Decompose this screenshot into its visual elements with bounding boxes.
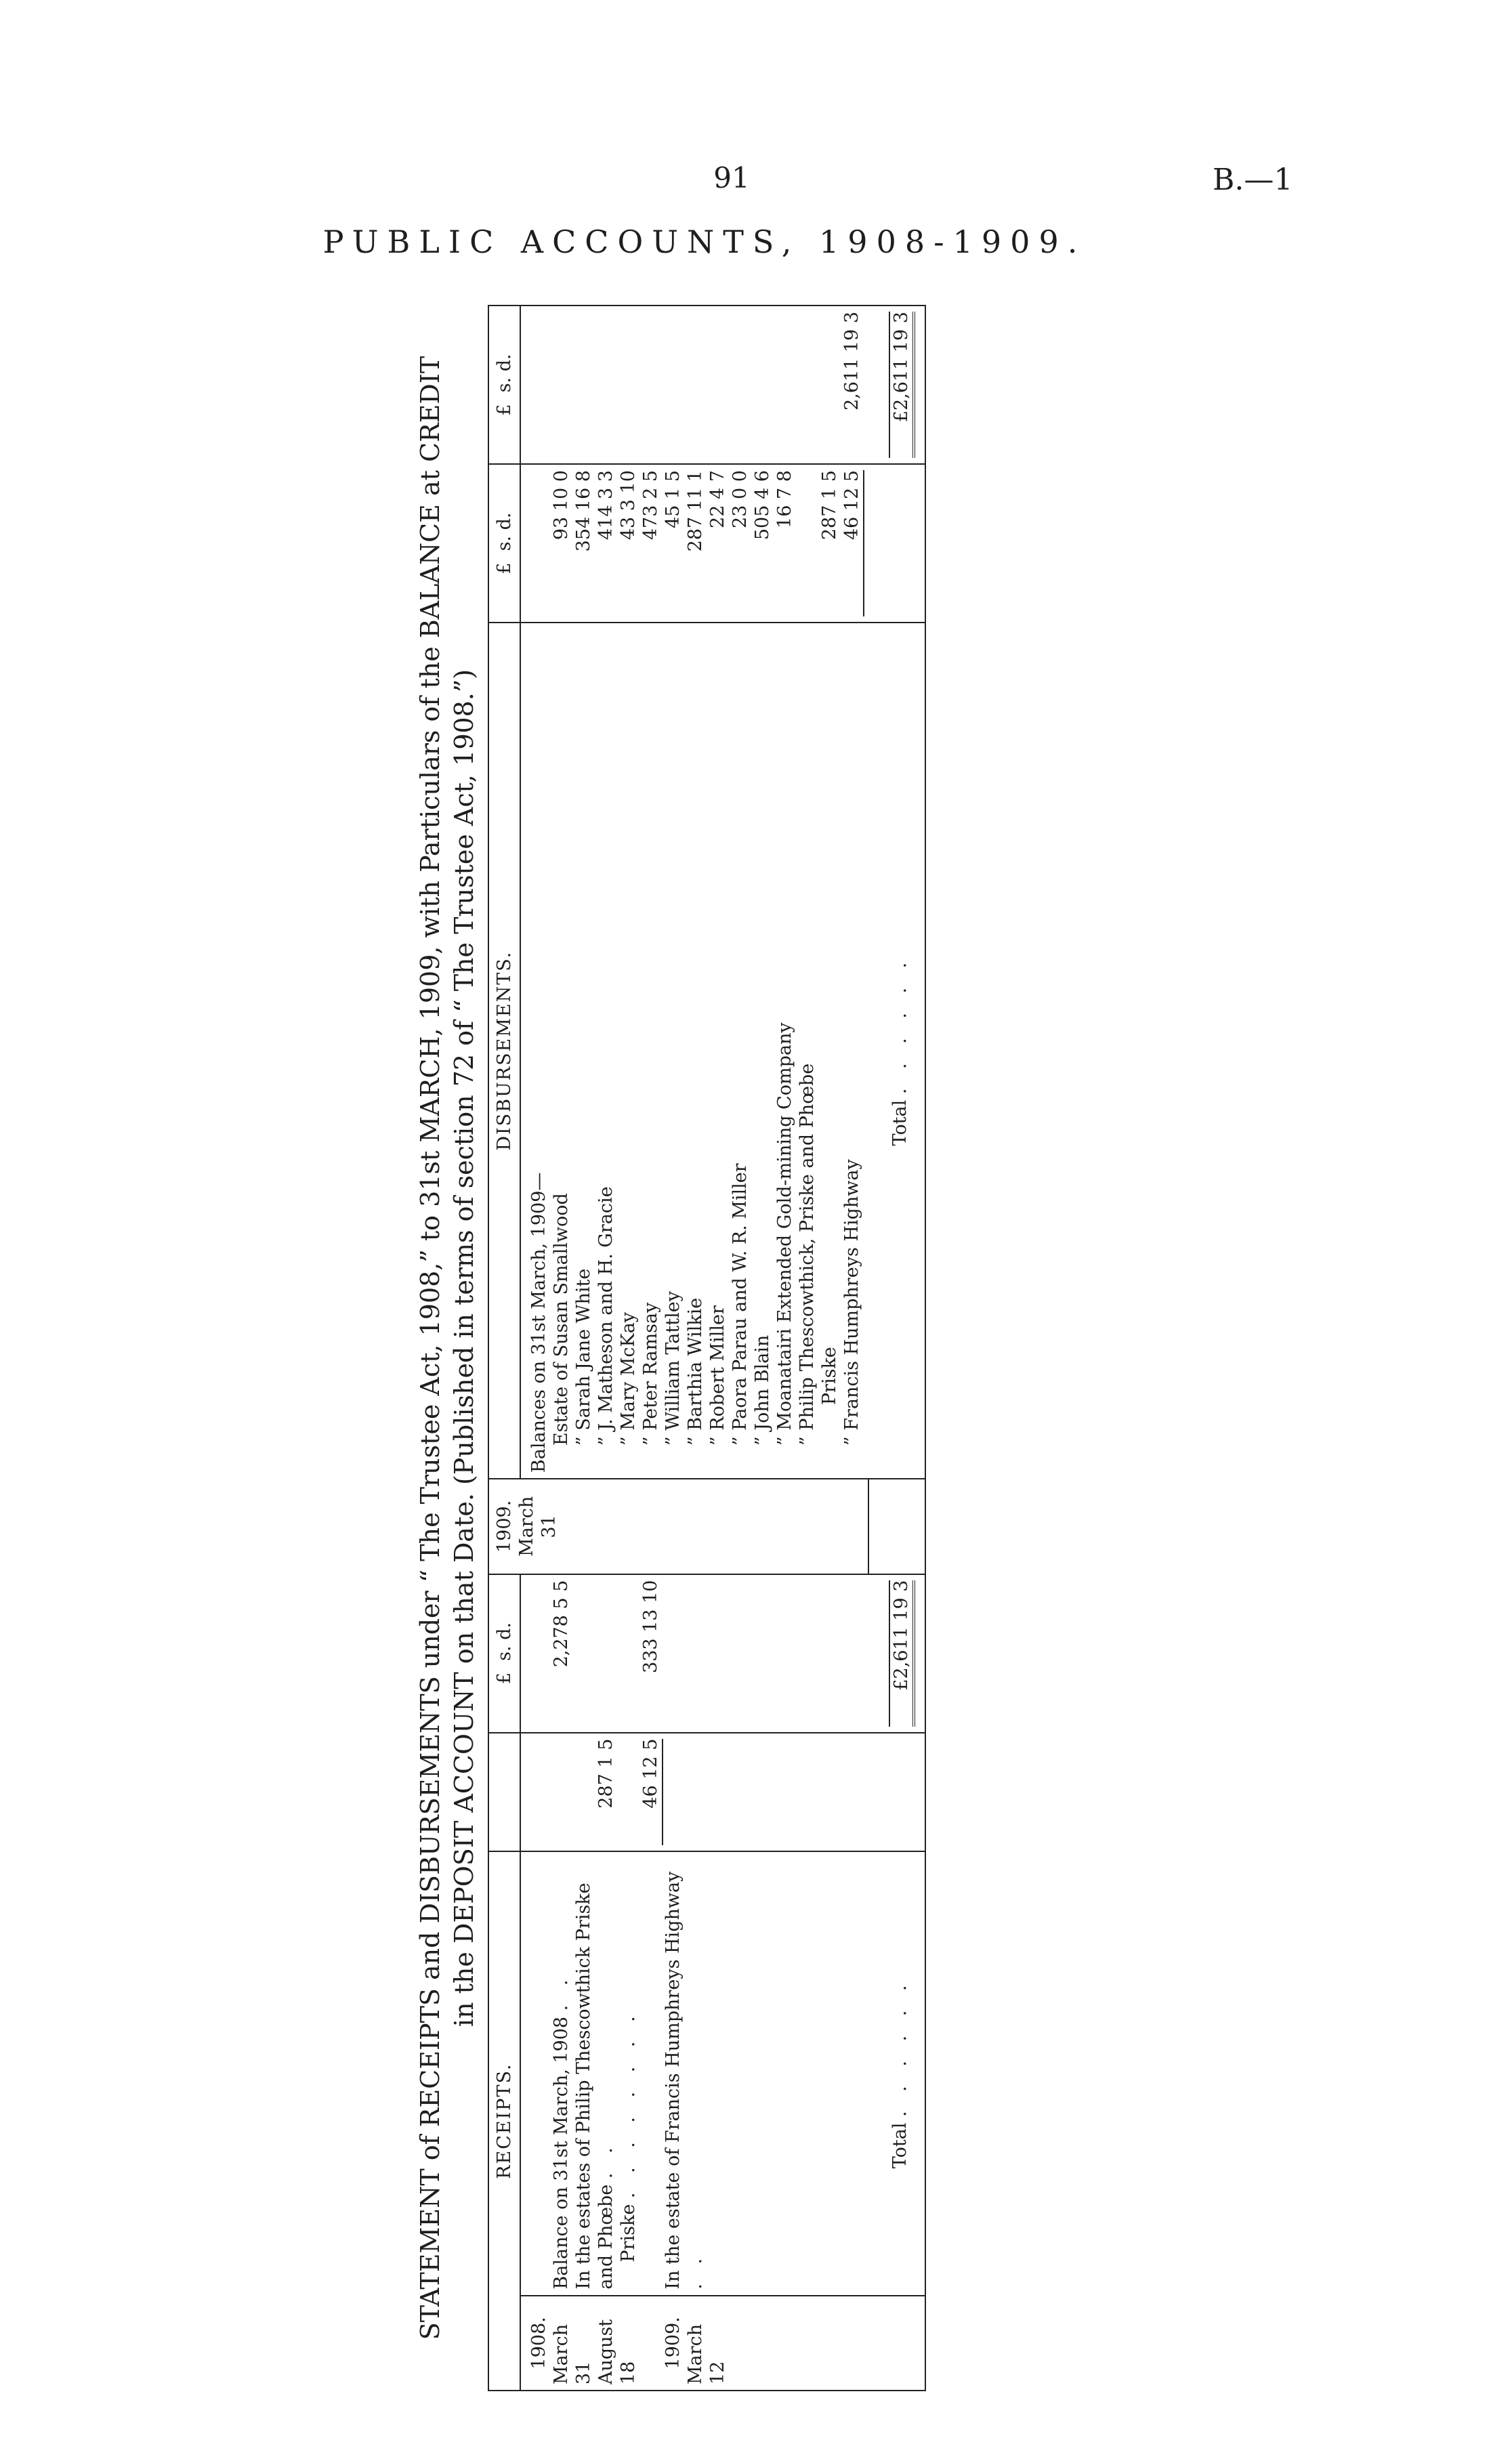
receipt-row: Balance on 31st March, 1908 . .	[551, 1973, 572, 2290]
disbursement-row: ” Peter Ramsay	[640, 1302, 661, 1446]
receipts-amounts: 2,278 5 5 333 13 10	[520, 1574, 868, 1733]
receipts-heading: RECEIPTS.	[488, 1851, 520, 2391]
receipts-currency-header: £ s. d.	[488, 1574, 520, 1733]
disbursement-row: Estate of Susan Smallwood	[551, 1193, 572, 1446]
statement-title-line2: in the DEPOSIT ACCOUNT on that Date. (Published in terms of section 72 of “ The Trustee Act, 1908.”)	[449, 669, 479, 2027]
disbursements-amounts: 93 10 0 354 16 8 414 3 3 43 3 10 473 2 5 45 1 5 287 11 1 22 4 7 23 0 0 505 4 6 16 7 8 287 1 5 46 12 5	[520, 464, 868, 623]
disbursements-date: 1909. March 31	[488, 1479, 868, 1574]
disbursements-subtotal: 2,611 19 3	[841, 312, 862, 411]
page-reference: B.—1	[1213, 163, 1293, 197]
disbursement-row: ” Robert Miller	[707, 1305, 728, 1446]
disbursement-row: ” William Tattley	[663, 1291, 684, 1446]
disbursement-row: ” Philip Thescowthick, Priske and Phœbe	[797, 1063, 818, 1446]
receipts-total: £2,611 19 3	[868, 1574, 925, 1733]
disbursement-row: Priske	[819, 1347, 840, 1406]
disbursements-items: Balances on 31st March, 1909— Estate of Susan Smallwood ” Sarah Jane White ” J. Matheson and H. Gracie ” Mary McKay ” Peter Ramsay ” William Tattley ” Barthia Wilkie ” Robert Miller ” Paora Parau and W. R. Miller ” John Blain ” Moanatairi Extended Gold-mining Company ” Philip Thescowthick, Priske and Phœbe Priske ” Francis Humphreys Highway	[520, 623, 868, 1479]
receipts-items	[520, 1851, 868, 2295]
disbursement-row: ” Mary McKay	[618, 1311, 639, 1446]
receipts-dates: 1908. March 31 August 18 1909. March 12	[520, 2296, 868, 2391]
disbursement-row: ” Francis Humphreys Highway	[841, 1159, 862, 1446]
disbursement-row: ” Barthia Wilkie	[685, 1297, 706, 1446]
receipt-row: Priske . . . . . . . .	[618, 2009, 639, 2263]
accounts-table	[488, 305, 926, 2391]
disbursements-currency-header-2: £ s. d.	[488, 306, 520, 464]
statement-title	[413, 305, 481, 2391]
disbursements-heading: DISBURSEMENTS.	[488, 623, 520, 1479]
statement-block	[413, 305, 1314, 2391]
statement-title-line1: STATEMENT of RECEIPTS and DISBURSEMENTS under “ The Trustee Act, 1908,” to 31st MARCH, 1909, with Particulars of the BALANCE at CREDIT	[415, 356, 445, 2340]
disbursements-total: £2,611 19 3	[868, 306, 925, 464]
disbursement-row: ” J. Matheson and H. Gracie	[595, 1186, 616, 1446]
receipts-subamounts: 287 1 5 46 12 5	[520, 1733, 868, 1852]
disbursement-row: ” Moanatairi Extended Gold-mining Company	[774, 1022, 795, 1446]
disbursement-row: ” Paora Parau and W. R. Miller	[730, 1163, 751, 1446]
receipt-row: In the estates of Philip Thescowthick Priske and Phœbe . .	[573, 1882, 616, 2290]
receipts-total-row: Total . . . . . .	[868, 1851, 925, 2295]
disbursements-currency-header: £ s. d.	[488, 464, 520, 623]
page-number: 91	[713, 161, 750, 194]
disbursements-total-row: Total . . . . . .	[868, 623, 925, 1479]
page-title: PUBLIC ACCOUNTS, 1908-1909.	[322, 224, 1087, 260]
disbursement-row: ” Sarah Jane White	[573, 1268, 594, 1446]
disbursement-row: ” John Blain	[752, 1334, 773, 1446]
receipt-row: In the estate of Francis Humphreys Highway . .	[663, 1871, 706, 2290]
